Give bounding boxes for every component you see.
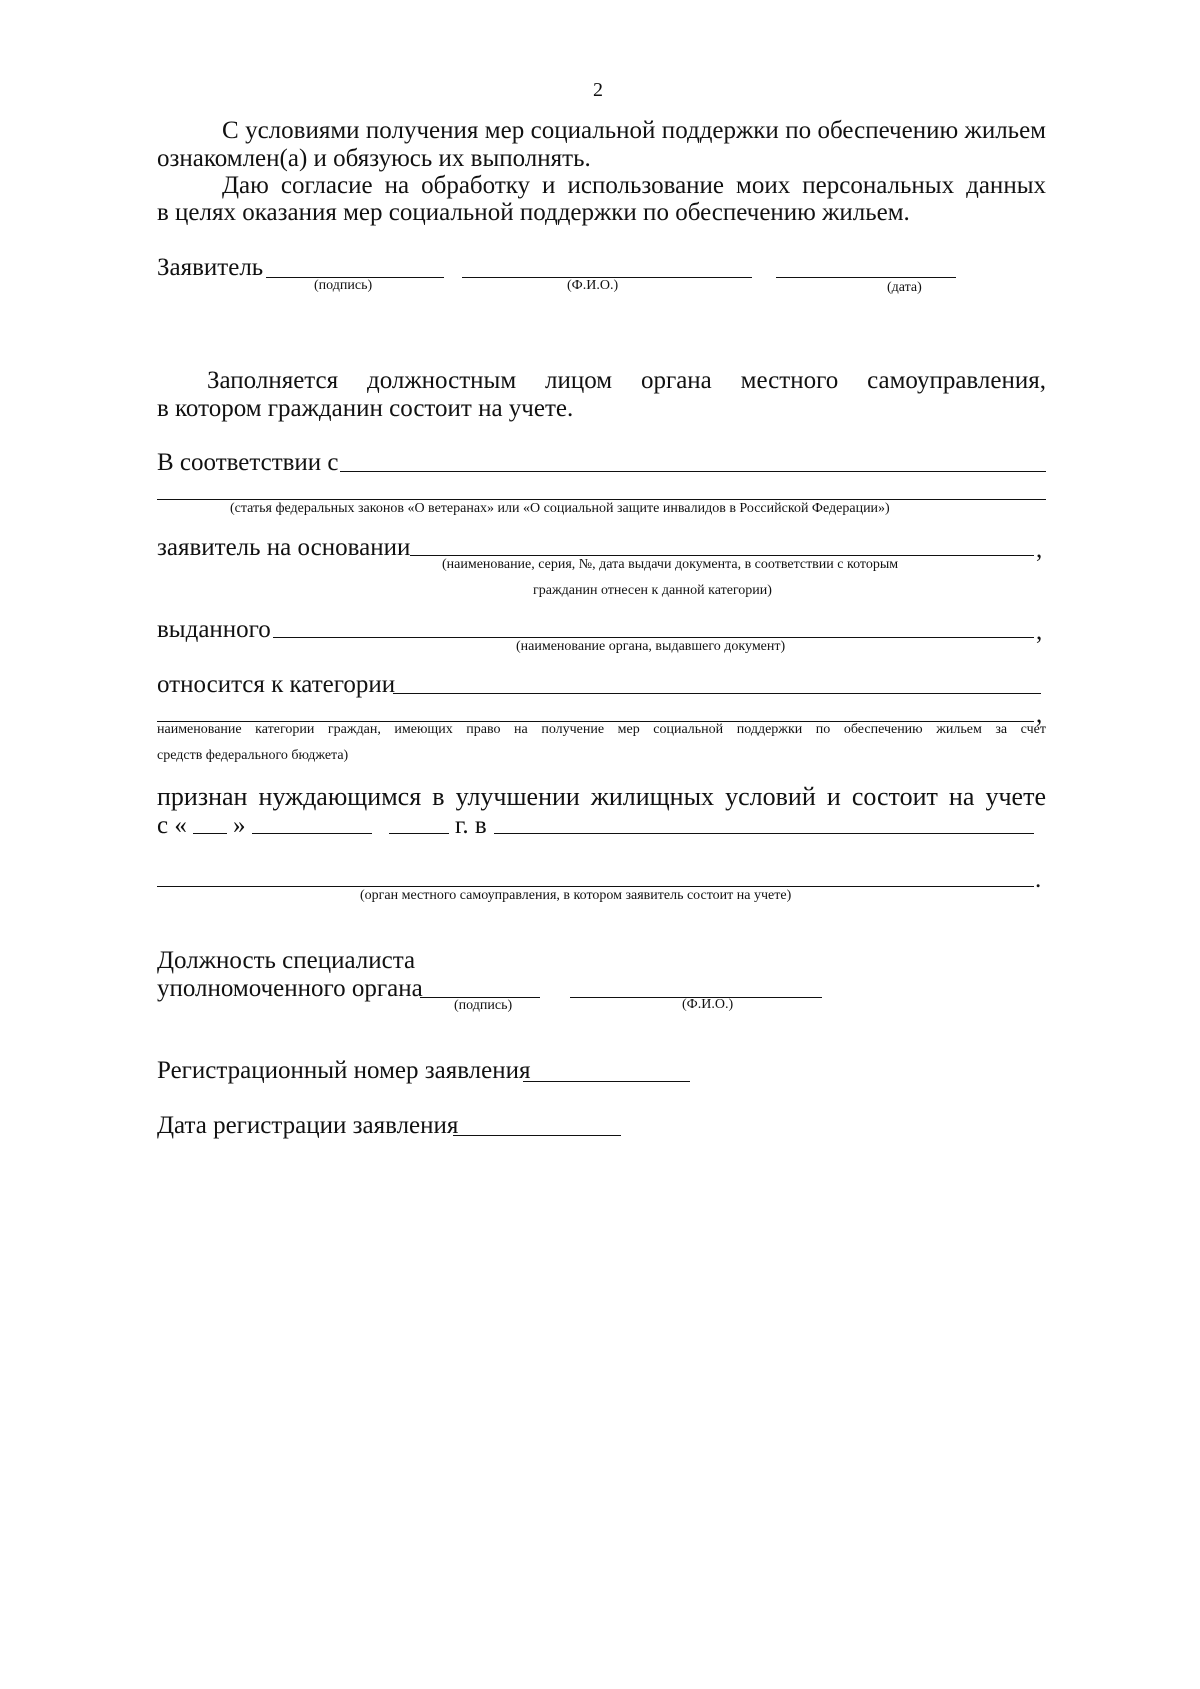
consent-conditions-line1: С условиями получения мер социальной поддержки по обеспечению жильем <box>222 117 1046 144</box>
official-section-heading <box>207 368 1046 393</box>
registration-day-field[interactable] <box>193 833 227 834</box>
category-comma: , <box>1036 701 1043 728</box>
specialist-position-line1: Должность специалиста <box>157 947 416 974</box>
applicant-date-caption: (дата) <box>887 280 922 295</box>
year-suffix: г. в <box>455 812 487 839</box>
category-caption-line1: наименование категории граждан, имеющих право на получение мер социальной поддержки по обеспечению жильем за счет <box>157 722 1046 737</box>
basis-caption-line2: гражданин отнесен к данной категории) <box>533 583 772 598</box>
basis-caption-line1: (наименование, серия, №, дата выдачи документа, в соответствии с которым <box>442 557 899 572</box>
registration-month-field[interactable] <box>252 833 372 834</box>
organ-period: . <box>1035 866 1042 893</box>
applicant-fio-caption: (Ф.И.О.) <box>567 278 619 293</box>
specialist-signature-caption: (подпись) <box>454 998 513 1013</box>
registration-year-field[interactable] <box>389 833 449 834</box>
specialist-fio-caption: (Ф.И.О.) <box>682 997 734 1012</box>
category-field[interactable] <box>393 693 1041 694</box>
heading-word: органа <box>640 367 712 394</box>
heading-word: Заполняется <box>207 367 339 394</box>
applicant-date-field[interactable] <box>776 277 956 278</box>
accordance-label: В соответствии с <box>157 449 339 476</box>
heading-word: местного <box>740 367 839 394</box>
heading-word: лицом <box>545 367 613 394</box>
personal-data-consent-line1: Даю согласие на обработку и использование моих персональных данных <box>222 172 1046 199</box>
issued-comma: , <box>1036 618 1043 645</box>
registration-organ-field[interactable] <box>494 833 1034 834</box>
recognized-statement: признан нуждающимся в улучшении жилищных условий и состоит на учете <box>157 782 1046 811</box>
registration-date-field[interactable] <box>453 1135 621 1136</box>
category-caption-line2: средств федерального бюджета) <box>157 748 349 763</box>
basis-comma: , <box>1036 536 1043 563</box>
applicant-signature-caption: (подпись) <box>314 278 373 293</box>
registration-number-label: Регистрационный номер заявления <box>157 1057 531 1084</box>
date-quote-close: » <box>233 812 246 839</box>
organ-name-field[interactable] <box>157 886 1034 887</box>
consent-conditions-line2: ознакомлен(а) и обязуюсь их выполнять. <box>157 145 591 172</box>
issued-caption: (наименование органа, выдавшего документ) <box>516 639 786 654</box>
registration-date-label: Дата регистрации заявления <box>157 1112 459 1139</box>
date-prefix: с « <box>157 812 187 839</box>
law-caption: (статья федеральных законов «О ветеранах» или «О социальной защите инвалидов в Российской Федерации») <box>230 501 890 516</box>
heading-word: самоуправления, <box>867 367 1046 394</box>
basis-label: заявитель на основании <box>157 534 411 561</box>
accordance-field[interactable] <box>340 471 1046 472</box>
specialist-position-line2: уполномоченного органа <box>157 975 423 1002</box>
registration-number-field[interactable] <box>523 1081 690 1082</box>
issued-by-field[interactable] <box>273 637 1034 638</box>
applicant-label: Заявитель <box>157 254 264 281</box>
issued-label: выданного <box>157 616 271 643</box>
personal-data-consent-line2: в целях оказания мер социальной поддержки по обеспечению жильем. <box>157 199 910 226</box>
heading-word: должностным <box>366 367 517 394</box>
basis-field[interactable] <box>410 555 1034 556</box>
category-label: относится к категории <box>157 671 396 698</box>
page-number: 2 <box>593 79 603 101</box>
law-reference-field[interactable] <box>157 499 1046 500</box>
organ-caption: (орган местного самоуправления, в котором заявитель состоит на учете) <box>360 888 792 903</box>
official-section-heading-line2: в котором гражданин состоит на учете. <box>157 395 574 422</box>
